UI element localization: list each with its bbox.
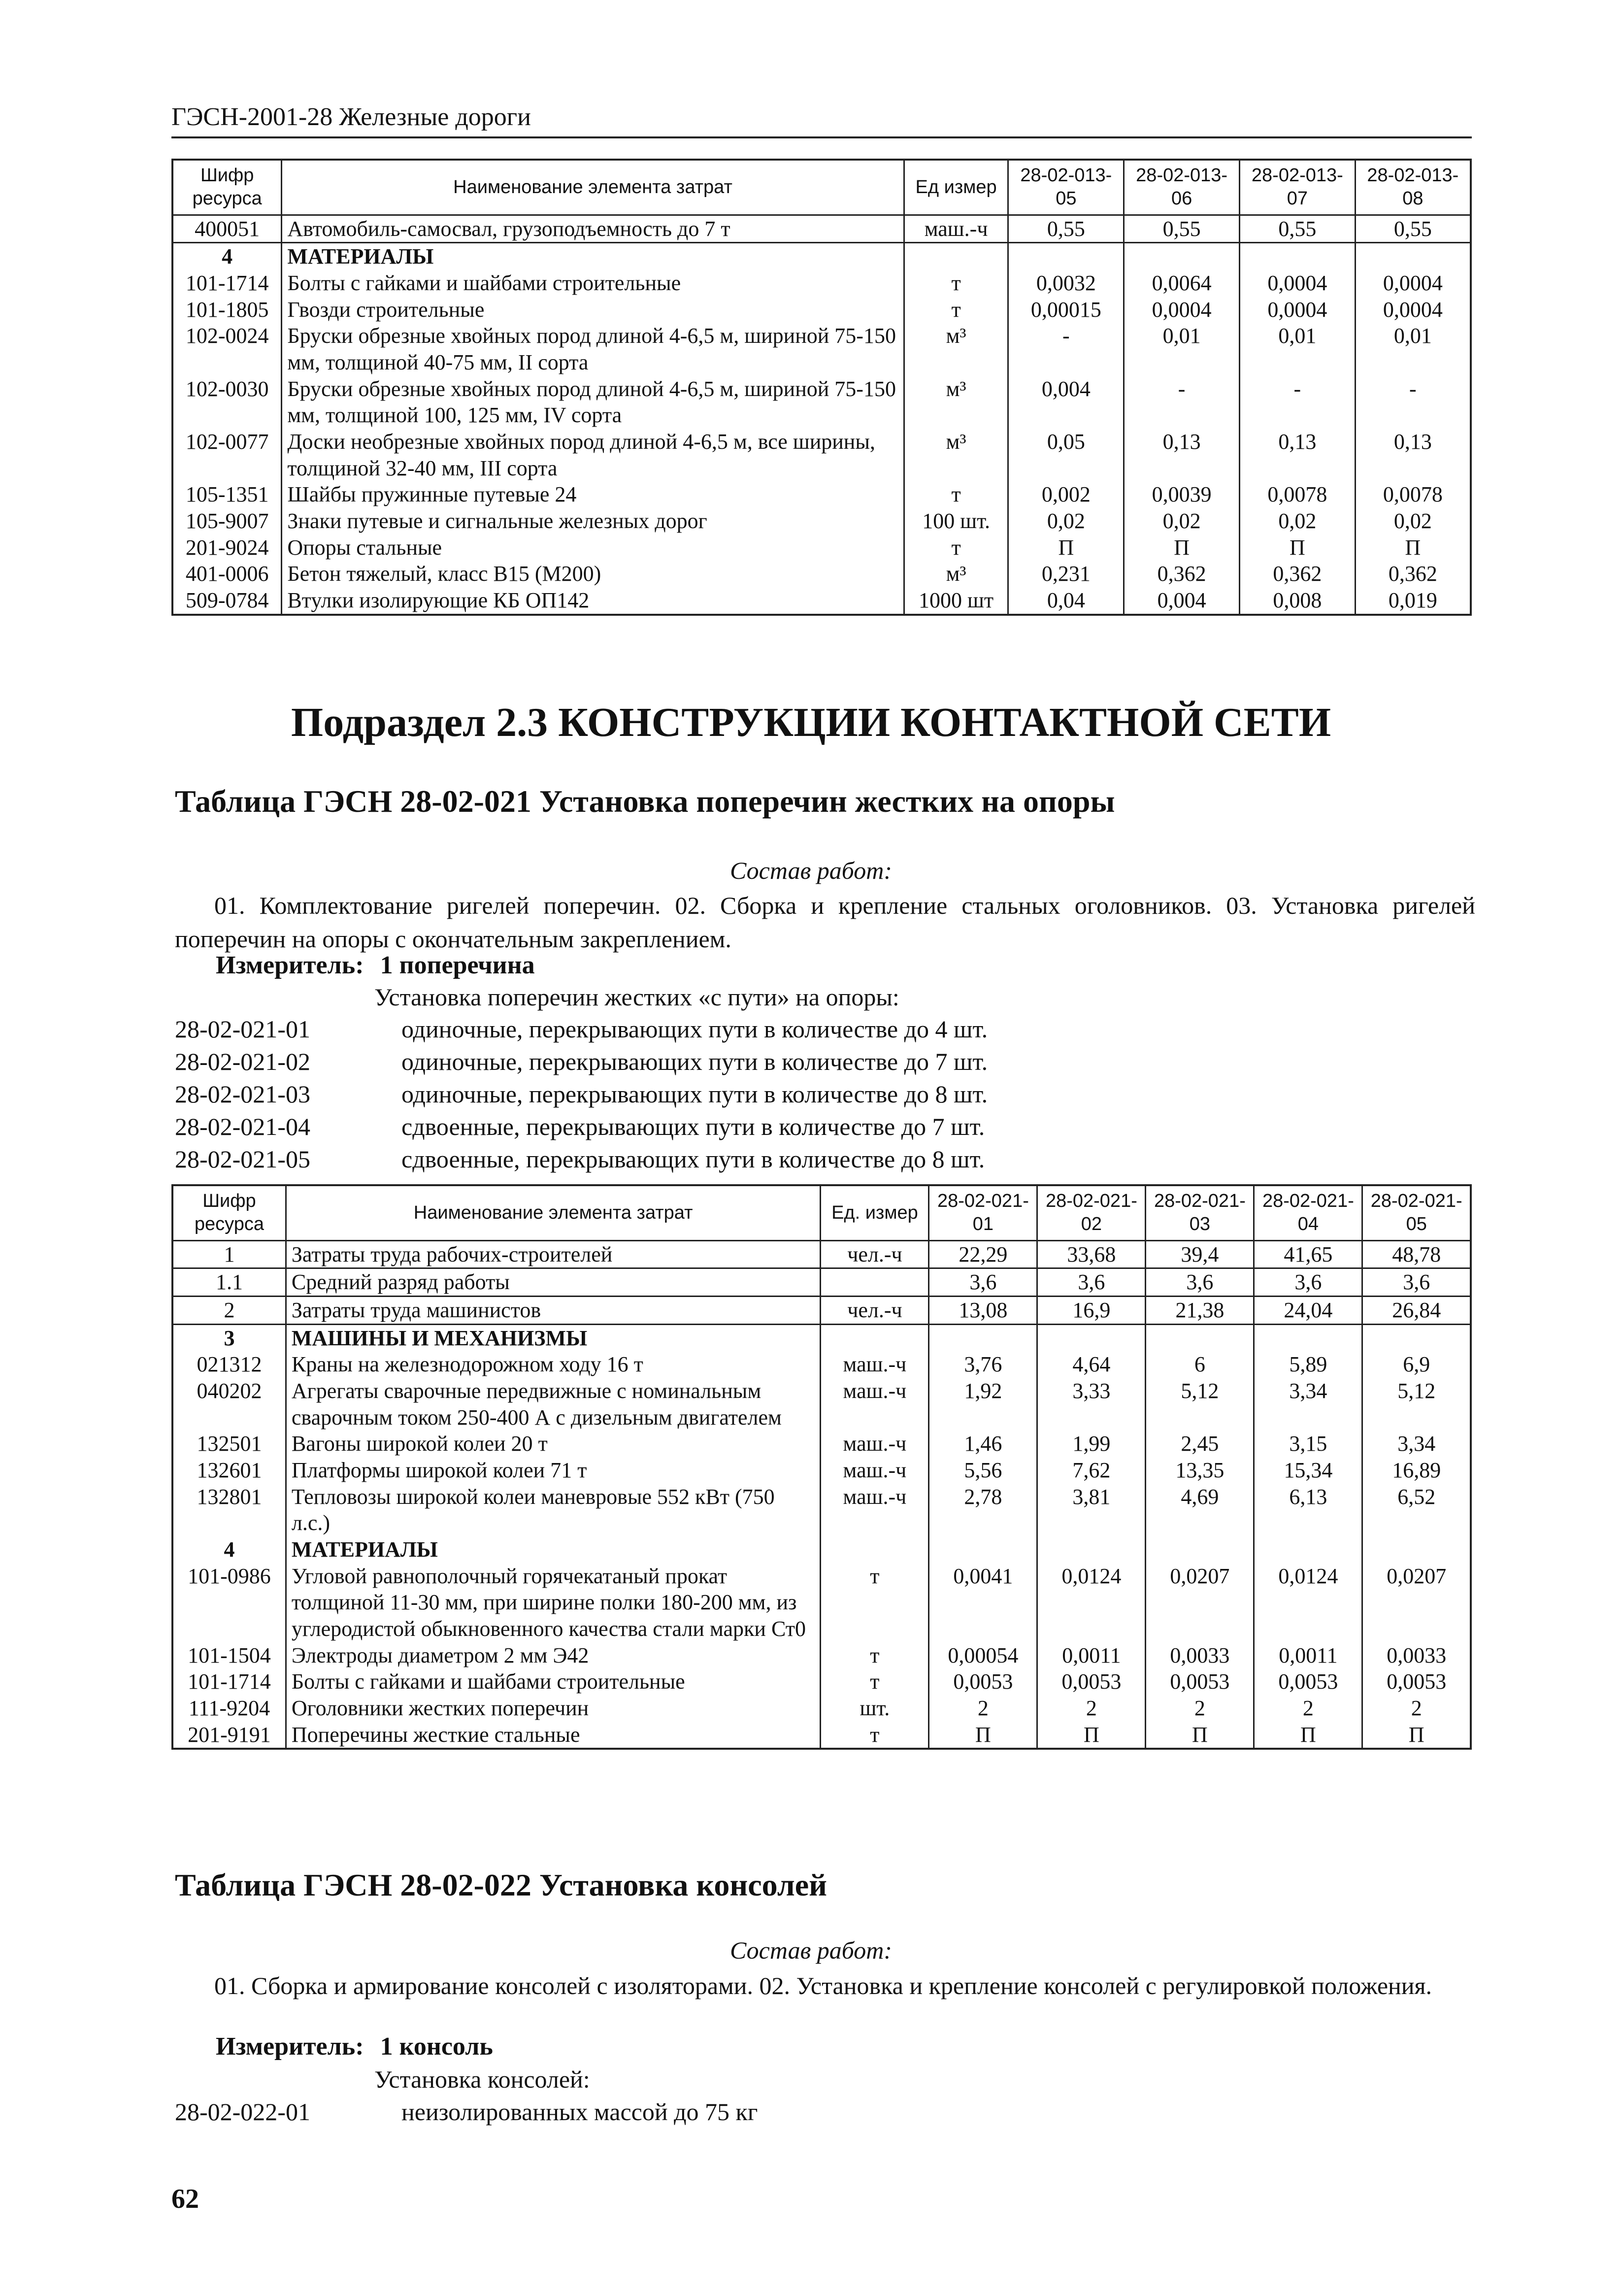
resource-value — [1362, 1324, 1471, 1351]
resource-name: Шайбы пружинные путевые 24 — [282, 481, 904, 508]
resource-code: 132801 — [172, 1484, 286, 1536]
resource-unit: маш.-ч — [821, 1484, 929, 1536]
resource-value: 0,0033 — [1146, 1642, 1254, 1669]
resource-value: 6,52 — [1362, 1484, 1471, 1536]
resource-value: 0,55 — [1124, 215, 1240, 243]
table-row — [172, 508, 1471, 534]
resource-value: 0,002 — [1008, 481, 1124, 508]
resource-value: 16,9 — [1037, 1296, 1146, 1324]
resource-value: 24,04 — [1254, 1296, 1362, 1324]
resource-unit: т — [821, 1563, 929, 1642]
table-row — [172, 1324, 1471, 1351]
resource-value: 0,362 — [1240, 561, 1356, 587]
resource-code: 101-0986 — [172, 1563, 286, 1642]
resource-code: 021312 — [172, 1351, 286, 1378]
resource-value: П — [1240, 534, 1356, 561]
resource-value: 0,00015 — [1008, 297, 1124, 323]
resource-value: 2 — [1037, 1695, 1146, 1722]
resource-value: 0,362 — [1355, 561, 1471, 587]
resource-name: Гвозди строительные — [282, 297, 904, 323]
resource-value: 3,15 — [1254, 1431, 1362, 1457]
resource-value: - — [1355, 376, 1471, 429]
resource-unit: чел.-ч — [821, 1240, 929, 1268]
header-col: 28-02-021-02 — [1037, 1185, 1146, 1240]
resource-value: 0,0078 — [1240, 481, 1356, 508]
resource-name: Опоры стальные — [282, 534, 904, 561]
resource-value: 39,4 — [1146, 1240, 1254, 1268]
resource-value: 5,56 — [929, 1457, 1037, 1484]
resource-value: 0,0011 — [1254, 1642, 1362, 1669]
resource-value: П — [929, 1722, 1037, 1749]
table-row — [172, 1668, 1471, 1695]
resource-unit — [821, 1268, 929, 1297]
meter-label: Измеритель: — [216, 951, 364, 979]
resource-value: 3,6 — [1037, 1268, 1146, 1297]
resource-unit: т — [821, 1668, 929, 1695]
resource-unit: маш.-ч — [821, 1457, 929, 1484]
resource-value: П — [1362, 1722, 1471, 1749]
table-row — [172, 1268, 1471, 1297]
meter-value: 1 консоль — [380, 2032, 493, 2061]
resource-value: 1,46 — [929, 1431, 1037, 1457]
resource-value: 0,004 — [1008, 376, 1124, 429]
header-col: 28-02-021-04 — [1254, 1185, 1362, 1240]
resource-value — [1355, 243, 1471, 270]
resource-value: П — [1146, 1722, 1254, 1749]
resource-value: 0,02 — [1240, 508, 1356, 534]
resource-value: 41,65 — [1254, 1240, 1362, 1268]
resource-code: 400051 — [172, 215, 282, 243]
resource-value: 0,008 — [1240, 587, 1356, 615]
resource-code: 3 — [172, 1324, 286, 1351]
header-col: 28-02-013-07 — [1240, 160, 1356, 215]
resource-value: 0,0004 — [1355, 297, 1471, 323]
table-row — [172, 1536, 1471, 1563]
norm-code: 28-02-021-01 — [175, 1015, 310, 1043]
table-row — [172, 1695, 1471, 1722]
resource-value: 21,38 — [1146, 1296, 1254, 1324]
resource-value: 3,6 — [929, 1268, 1037, 1297]
table-row — [172, 1351, 1471, 1378]
resource-name: Затраты труда машинистов — [286, 1296, 821, 1324]
resource-value — [1124, 243, 1240, 270]
resource-unit: маш.-ч — [904, 215, 1008, 243]
resource-unit: т — [904, 534, 1008, 561]
resource-value: 0,0053 — [1146, 1668, 1254, 1695]
resource-name: МАТЕРИАЛЫ — [286, 1536, 821, 1563]
table-row — [172, 1642, 1471, 1669]
header-unit: Ед измер — [904, 160, 1008, 215]
norm-description: одиночные, перекрывающих пути в количестве до 7 шт. — [401, 1048, 988, 1075]
resource-code: 101-1714 — [172, 1668, 286, 1695]
header-name: Наименование элемента затрат — [286, 1185, 821, 1240]
code-line — [175, 1080, 1475, 1108]
resource-name: Бруски обрезные хвойных пород длиной 4-6,5 м, шириной 75-150 мм, толщиной 100, 125 мм, IV сорта — [282, 376, 904, 429]
table-row — [172, 323, 1471, 375]
resource-value: 3,33 — [1037, 1378, 1146, 1431]
resource-value: 3,34 — [1254, 1378, 1362, 1431]
resource-code: 132601 — [172, 1457, 286, 1484]
resource-value — [1037, 1324, 1146, 1351]
resource-value: 16,89 — [1362, 1457, 1471, 1484]
resource-value: 0,0041 — [929, 1563, 1037, 1642]
resource-name: Тепловозы широкой колеи маневровые 552 кВт (750 л.с.) — [286, 1484, 821, 1536]
resource-name: Бетон тяжелый, класс В15 (М200) — [282, 561, 904, 587]
resource-value: 0,13 — [1240, 429, 1356, 481]
table-row — [172, 561, 1471, 587]
resource-code: 101-1805 — [172, 297, 282, 323]
header-col: 28-02-013-06 — [1124, 160, 1240, 215]
resource-code: 111-9204 — [172, 1695, 286, 1722]
resource-name: Платформы широкой колеи 71 т — [286, 1457, 821, 1484]
resource-value: 3,81 — [1037, 1484, 1146, 1536]
resource-value: 0,0207 — [1362, 1563, 1471, 1642]
norm-code: 28-02-021-04 — [175, 1113, 310, 1140]
resource-code: 040202 — [172, 1378, 286, 1431]
table-row — [172, 1296, 1471, 1324]
resource-name: Знаки путевые и сигнальные железных дорог — [282, 508, 904, 534]
resource-value: 0,0039 — [1124, 481, 1240, 508]
resource-code: 101-1504 — [172, 1642, 286, 1669]
resource-value: П — [1254, 1722, 1362, 1749]
resource-code: 4 — [172, 243, 282, 270]
resource-value: 0,05 — [1008, 429, 1124, 481]
resource-value: - — [1124, 376, 1240, 429]
resource-value: 0,02 — [1008, 508, 1124, 534]
norm-code: 28-02-022-01 — [175, 2098, 310, 2126]
resource-value: 0,0207 — [1146, 1563, 1254, 1642]
table-row — [172, 587, 1471, 615]
resource-value: 0,02 — [1355, 508, 1471, 534]
resource-code: 201-9024 — [172, 534, 282, 561]
norm-code: 28-02-021-02 — [175, 1048, 310, 1075]
resource-name: Угловой равнополочный горячекатаный прокат толщиной 11-30 мм, при ширине полки 180-200 мм, из углеродистой обыкновенного качества стали марки Ст0 — [286, 1563, 821, 1642]
resource-value: 0,0064 — [1124, 270, 1240, 297]
resource-value: 2 — [1254, 1695, 1362, 1722]
resource-value — [929, 1536, 1037, 1563]
resource-value: 6 — [1146, 1351, 1254, 1378]
resource-unit: маш.-ч — [821, 1378, 929, 1431]
code-line — [175, 1145, 1475, 1173]
table-row — [172, 1378, 1471, 1431]
table-row — [172, 1457, 1471, 1484]
resource-value: 0,55 — [1240, 215, 1356, 243]
meter-line — [216, 951, 535, 980]
meter-line — [216, 2032, 493, 2061]
resource-value: 0,0004 — [1124, 297, 1240, 323]
resource-code: 102-0024 — [172, 323, 282, 375]
resource-value: 5,89 — [1254, 1351, 1362, 1378]
resource-value: 6,13 — [1254, 1484, 1362, 1536]
resource-value: 6,9 — [1362, 1351, 1471, 1378]
resource-value: 0,004 — [1124, 587, 1240, 615]
codes-intro: Установка поперечин жестких «с пути» на опоры: — [374, 983, 899, 1011]
resource-unit: шт. — [821, 1695, 929, 1722]
resource-value: 0,13 — [1124, 429, 1240, 481]
resource-code: 102-0077 — [172, 429, 282, 481]
resource-value: 0,01 — [1355, 323, 1471, 375]
resource-value — [1008, 243, 1124, 270]
resource-value: П — [1124, 534, 1240, 561]
table-row — [172, 270, 1471, 297]
resource-code: 1.1 — [172, 1268, 286, 1297]
resource-value — [1240, 243, 1356, 270]
resource-unit: маш.-ч — [821, 1431, 929, 1457]
resource-value: 4,69 — [1146, 1484, 1254, 1536]
header-col: 28-02-021-05 — [1362, 1185, 1471, 1240]
work-composition-label: Состав работ: — [729, 857, 893, 884]
resource-value: 0,01 — [1240, 323, 1356, 375]
header-col: 28-02-013-05 — [1008, 160, 1124, 215]
norm-description: одиночные, перекрывающих пути в количестве до 4 шт. — [401, 1015, 988, 1043]
resource-unit — [821, 1536, 929, 1563]
resource-value: 0,13 — [1355, 429, 1471, 481]
resource-value: 0,0033 — [1362, 1642, 1471, 1669]
table-row — [172, 1722, 1471, 1749]
header-name: Наименование элемента затрат — [282, 160, 904, 215]
resource-value: 0,231 — [1008, 561, 1124, 587]
resource-value: 5,12 — [1146, 1378, 1254, 1431]
code-line — [175, 1015, 1475, 1043]
resource-value: 13,08 — [929, 1296, 1037, 1324]
norm-code: 28-02-021-05 — [175, 1145, 310, 1173]
resource-value: 0,0124 — [1037, 1563, 1146, 1642]
resource-value: 0,0053 — [1362, 1668, 1471, 1695]
resource-unit: т — [904, 297, 1008, 323]
resource-name: Бруски обрезные хвойных пород длиной 4-6,5 м, шириной 75-150 мм, толщиной 40-75 мм, II сорта — [282, 323, 904, 375]
resource-value: 13,35 — [1146, 1457, 1254, 1484]
resource-value: 3,6 — [1362, 1268, 1471, 1297]
codes-intro: Установка консолей: — [374, 2065, 590, 2093]
resource-unit: т — [904, 270, 1008, 297]
resource-value: 0,0011 — [1037, 1642, 1146, 1669]
resource-value: 0,55 — [1008, 215, 1124, 243]
resource-value: 0,0004 — [1240, 270, 1356, 297]
subsection-title: Подраздел 2.3 КОНСТРУКЦИИ КОНТАКТНОЙ СЕТИ — [291, 699, 1331, 745]
resource-value — [1254, 1536, 1362, 1563]
resource-value — [1146, 1324, 1254, 1351]
resource-unit: т — [821, 1722, 929, 1749]
code-line — [175, 1047, 1475, 1076]
resource-value: 0,0053 — [1254, 1668, 1362, 1695]
norm-code: 28-02-021-03 — [175, 1080, 310, 1108]
resource-value: 3,76 — [929, 1351, 1037, 1378]
resource-name: Поперечины жесткие стальные — [286, 1722, 821, 1749]
resource-value — [1362, 1536, 1471, 1563]
table-row — [172, 481, 1471, 508]
header-code: Шифр ресурса — [172, 160, 282, 215]
resource-name: Втулки изолирующие КБ ОП142 — [282, 587, 904, 615]
resource-code: 509-0784 — [172, 587, 282, 615]
resource-code: 401-0006 — [172, 561, 282, 587]
resource-value: 7,62 — [1037, 1457, 1146, 1484]
resource-value: 3,6 — [1254, 1268, 1362, 1297]
resource-unit: м³ — [904, 376, 1008, 429]
table-title-021: Таблица ГЭСН 28-02-021 Установка поперечин жестких на опоры — [175, 784, 1115, 819]
header-col: 28-02-013-08 — [1355, 160, 1471, 215]
meter-value: 1 поперечина — [380, 951, 535, 979]
resource-value: 0,0124 — [1254, 1563, 1362, 1642]
resource-name: Вагоны широкой колеи 20 т — [286, 1431, 821, 1457]
resource-value: 2 — [1362, 1695, 1471, 1722]
resource-value: 4,64 — [1037, 1351, 1146, 1378]
resource-code: 102-0030 — [172, 376, 282, 429]
header-col: 28-02-021-03 — [1146, 1185, 1254, 1240]
resource-name: Электроды диаметром 2 мм Э42 — [286, 1642, 821, 1669]
resource-value — [929, 1324, 1037, 1351]
resource-value: 1,92 — [929, 1378, 1037, 1431]
resource-table-021 — [171, 1184, 1472, 1750]
resource-value: 22,29 — [929, 1240, 1037, 1268]
resource-code: 201-9191 — [172, 1722, 286, 1749]
resource-name: Краны на железнодорожном ходу 16 т — [286, 1351, 821, 1378]
resource-unit: м³ — [904, 323, 1008, 375]
resource-value: 0,0032 — [1008, 270, 1124, 297]
resource-name: Автомобиль-самосвал, грузоподъемность до 7 т — [282, 215, 904, 243]
resource-value: 0,362 — [1124, 561, 1240, 587]
meter-label: Измеритель: — [216, 2032, 364, 2061]
resource-value — [1037, 1536, 1146, 1563]
work-composition-text: 01. Сборка и армирование консолей с изоляторами. 02. Установка и крепление консолей с регулировкой положения. — [214, 1972, 1432, 1999]
resource-value: 0,55 — [1355, 215, 1471, 243]
norm-description: сдвоенные, перекрывающих пути в количестве до 7 шт. — [401, 1113, 985, 1140]
table-row — [172, 215, 1471, 243]
norm-description: одиночные, перекрывающих пути в количестве до 8 шт. — [401, 1080, 988, 1108]
running-header: ГЭСН-2001-28 Железные дороги — [171, 102, 1472, 138]
resource-code: 132501 — [172, 1431, 286, 1457]
resource-value: 2,45 — [1146, 1431, 1254, 1457]
resource-value: 15,34 — [1254, 1457, 1362, 1484]
resource-value: 0,0078 — [1355, 481, 1471, 508]
header-unit: Ед. измер — [821, 1185, 929, 1240]
table-row — [172, 1431, 1471, 1457]
code-line — [175, 2097, 1475, 2126]
table-row — [172, 376, 1471, 429]
header-col: 28-02-021-01 — [929, 1185, 1037, 1240]
table-row — [172, 297, 1471, 323]
resource-unit: маш.-ч — [821, 1351, 929, 1378]
resource-value: 0,0004 — [1355, 270, 1471, 297]
resource-value: 33,68 — [1037, 1240, 1146, 1268]
resource-name: Болты с гайками и шайбами строительные — [286, 1668, 821, 1695]
resource-value: 0,0053 — [929, 1668, 1037, 1695]
resource-unit: м³ — [904, 429, 1008, 481]
resource-table-013 — [171, 159, 1472, 616]
norm-description: сдвоенные, перекрывающих пути в количестве до 8 шт. — [401, 1145, 985, 1173]
table-title-022: Таблица ГЭСН 28-02-022 Установка консолей — [175, 1867, 827, 1902]
resource-name: Агрегаты сварочные передвижные с номинальным сварочным током 250-400 А с дизельным двигателем — [286, 1378, 821, 1431]
resource-code: 105-9007 — [172, 508, 282, 534]
resource-name: МАТЕРИАЛЫ — [282, 243, 904, 270]
resource-unit: 1000 шт — [904, 587, 1008, 615]
resource-code: 4 — [172, 1536, 286, 1563]
resource-unit — [821, 1324, 929, 1351]
resource-value — [1146, 1536, 1254, 1563]
resource-value: 2 — [1146, 1695, 1254, 1722]
table-row — [172, 1484, 1471, 1536]
resource-value: 0,04 — [1008, 587, 1124, 615]
resource-value: 0,0053 — [1037, 1668, 1146, 1695]
resource-value: 48,78 — [1362, 1240, 1471, 1268]
norm-description: неизолированных массой до 75 кг — [401, 2098, 758, 2126]
resource-value: 2 — [929, 1695, 1037, 1722]
resource-value: 0,0004 — [1240, 297, 1356, 323]
resource-name: МАШИНЫ И МЕХАНИЗМЫ — [286, 1324, 821, 1351]
resource-unit: м³ — [904, 561, 1008, 587]
resource-value: 1,99 — [1037, 1431, 1146, 1457]
table-row — [172, 429, 1471, 481]
resource-value: 0,02 — [1124, 508, 1240, 534]
resource-unit: 100 шт. — [904, 508, 1008, 534]
resource-unit — [904, 243, 1008, 270]
work-composition-text: 01. Комплектование ригелей поперечин. 02. Сборка и крепление стальных оголовников. 03. Установка ригелей поперечин на опоры с окончательным закреплением. — [175, 892, 1475, 953]
resource-unit: т — [821, 1642, 929, 1669]
resource-value: П — [1037, 1722, 1146, 1749]
resource-name: Затраты труда рабочих-строителей — [286, 1240, 821, 1268]
table-row — [172, 1240, 1471, 1268]
resource-name: Болты с гайками и шайбами строительные — [282, 270, 904, 297]
resource-unit: т — [904, 481, 1008, 508]
resource-name: Средний разряд работы — [286, 1268, 821, 1297]
page-number: 62 — [171, 2184, 199, 2214]
table-row — [172, 243, 1471, 270]
resource-name: Оголовники жестких поперечин — [286, 1695, 821, 1722]
resource-value: П — [1355, 534, 1471, 561]
resource-value: 26,84 — [1362, 1296, 1471, 1324]
resource-value: - — [1008, 323, 1124, 375]
resource-value: 0,00054 — [929, 1642, 1037, 1669]
resource-code: 2 — [172, 1296, 286, 1324]
resource-value: П — [1008, 534, 1124, 561]
resource-value: 0,01 — [1124, 323, 1240, 375]
resource-value — [1254, 1324, 1362, 1351]
code-line — [175, 1112, 1475, 1141]
work-composition-label: Состав работ: — [729, 1936, 893, 1964]
resource-code: 1 — [172, 1240, 286, 1268]
resource-code: 101-1714 — [172, 270, 282, 297]
table-row — [172, 1563, 1471, 1642]
resource-value: 3,6 — [1146, 1268, 1254, 1297]
header-code: Шифр ресурса — [172, 1185, 286, 1240]
resource-unit: чел.-ч — [821, 1296, 929, 1324]
resource-name: Доски необрезные хвойных пород длиной 4-6,5 м, все ширины, толщиной 32-40 мм, III сорта — [282, 429, 904, 481]
resource-value: 5,12 — [1362, 1378, 1471, 1431]
resource-value: 2,78 — [929, 1484, 1037, 1536]
table-row — [172, 534, 1471, 561]
resource-code: 105-1351 — [172, 481, 282, 508]
resource-value: - — [1240, 376, 1356, 429]
resource-value: 0,019 — [1355, 587, 1471, 615]
resource-value: 3,34 — [1362, 1431, 1471, 1457]
